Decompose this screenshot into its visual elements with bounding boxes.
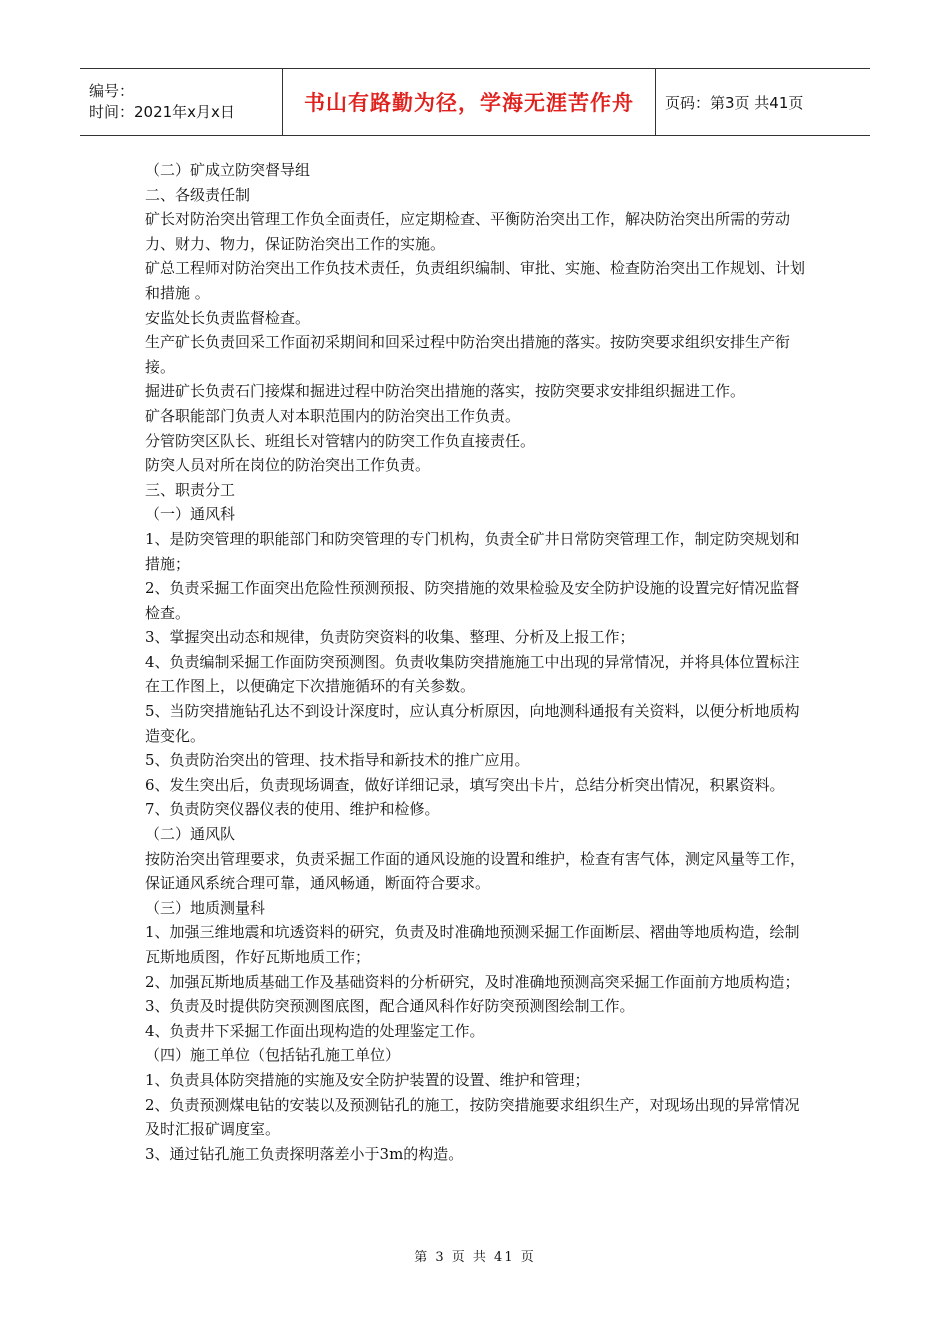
header-page-code: 页码：第3页 共41页 [665,93,804,112]
header-motto: 书山有路勤为径，学海无涯苦作舟 [304,91,634,115]
body-paragraph: 2、负责采掘工作面突出危险性预测预报、防突措施的效果检验及安全防护设施的设置完好情况监督检查。 [145,579,800,622]
document-body [145,158,810,1166]
body-paragraph: 3、通过钻孔施工负责探明落差小于3m的构造。 [145,1144,464,1163]
body-paragraph: 7、负责防突仪器仪表的使用、维护和检修。 [145,800,440,819]
body-paragraph: 三、职责分工 [145,480,236,499]
body-paragraph: 6、发生突出后，负责现场调查，做好详细记录，填写突出卡片，总结分析突出情况，积累资料。 [145,775,785,794]
page-footer: 第 3 页 共 41 页 [414,1250,536,1265]
body-paragraph: 防突人员对所在岗位的防治突出工作负责。 [145,456,431,475]
body-paragraph: 矿各职能部门负责人对本职范围内的防治突出工作负责。 [145,406,521,425]
header-meta-cell [80,69,283,135]
page-header [80,68,870,136]
body-paragraph: 掘进矿长负责石门接煤和掘进过程中防治突出措施的落实，按防突要求安排组织掘进工作。 [145,382,746,401]
body-paragraph: 安监处长负责监督检查。 [145,308,311,327]
body-paragraph: （四）施工单位（包括钻孔施工单位） [145,1046,401,1065]
body-paragraph: （三）地质测量科 [145,898,266,917]
body-paragraph: 2、负责预测煤电钻的安装以及预测钻孔的施工，按防突措施要求组织生产，对现场出现的异常情况及时汇报矿调度室。 [145,1095,800,1139]
body-paragraph: 3、掌握突出动态和规律，负责防突资料的收集、整理、分析及上报工作； [145,628,635,647]
body-paragraph: 5、当防突措施钻孔达不到设计深度时，应认真分析原因，向地测科通报有关资料，以便分析地质构造变化。 [145,702,800,745]
body-paragraph: 按防治突出管理要求，负责采掘工作面的通风设施的设置和维护，检查有害气体，测定风量等工作，保证通风系统合理可靠，通风畅通，断面符合要求。 [145,849,806,893]
body-paragraph: 2、加强瓦斯地质基础工作及基础资料的分析研究，及时准确地预测高突采掘工作面前方地质构造； [145,972,800,991]
body-paragraph: 矿总工程师对防治突出工作负技术责任，负责组织编制、审批、实施、检查防治突出工作规划、计划和措施 。 [145,259,806,302]
body-paragraph: 4、负责井下采掘工作面出现构造的处理鉴定工作。 [145,1021,485,1040]
body-paragraph: 生产矿长负责回采工作面初采期间和回采过程中防治突出措施的落实。按防突要求组织安排生产衔接。 [145,333,791,376]
body-paragraph: 1、加强三维地震和坑透资料的研究，负责及时准确地预测采掘工作面断层、褶曲等地质构造，绘制瓦斯地质图，作好瓦斯地质工作； [145,923,800,966]
document-number-label: 编号： [89,82,135,100]
document-time-label: 时间：2021年x月x日 [89,103,235,121]
body-paragraph: （二）通风队 [145,825,236,844]
body-paragraph: 矿长对防治突出管理工作负全面责任，应定期检查、平衡防治突出工作，解决防治突出所需的劳动力、财力、物力，保证防治突出工作的实施。 [145,210,791,253]
body-paragraph: 4、负责编制采掘工作面防突预测图。负责收集防突措施施工中出现的异常情况，并将具体位置标注在工作图上，以便确定下次措施循环的有关参数。 [145,652,800,696]
body-paragraph: 3、负责及时提供防突预测图底图，配合通风科作好防突预测图绘制工作。 [145,997,635,1016]
body-paragraph: （二）矿成立防突督导组 [145,161,311,179]
body-paragraph: 分管防突区队长、班组长对管辖内的防突工作负直接责任。 [145,431,536,450]
body-paragraph: 5、负责防治突出的管理、技术指导和新技术的推广应用。 [145,751,530,770]
header-motto-cell [283,69,656,135]
header-page-cell [656,69,870,135]
body-paragraph: 1、是防突管理的职能部门和防突管理的专门机构，负责全矿井日常防突管理工作，制定防突规划和措施； [145,529,800,573]
body-paragraph: 二、各级责任制 [145,185,251,204]
body-paragraph: （一）通风科 [145,505,236,524]
body-paragraph: 1、负责具体防突措施的实施及安全防护装置的设置、维护和管理； [145,1070,590,1089]
